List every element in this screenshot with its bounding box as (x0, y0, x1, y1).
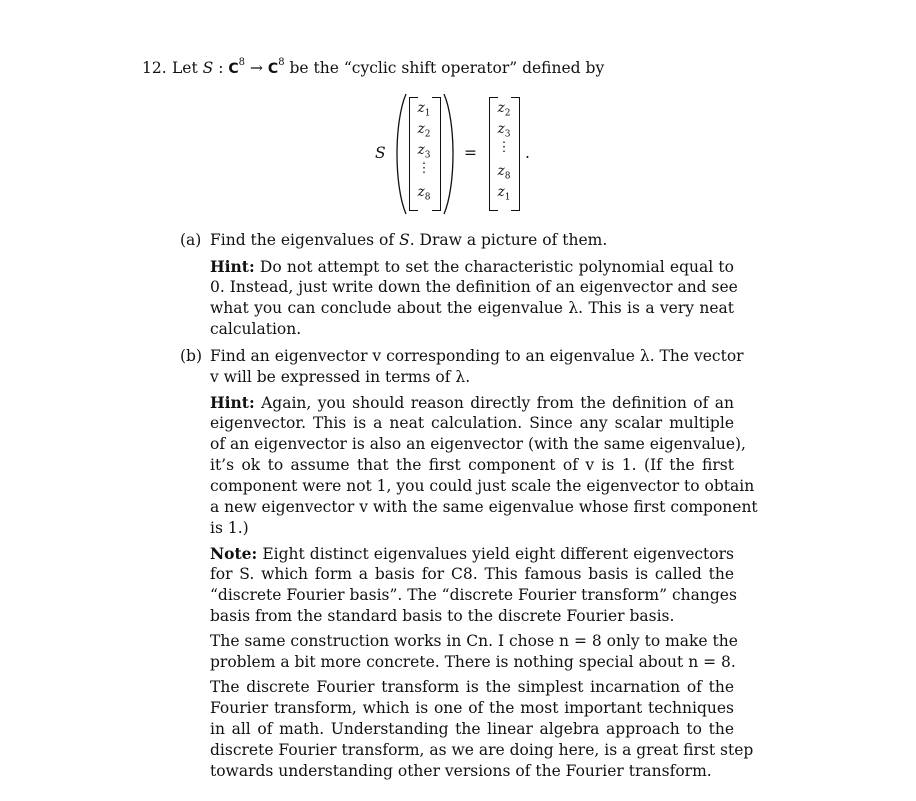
part-a-hint-line: 0. Instead, just write down the definition of an eigenvector and see (210, 278, 738, 296)
output-vector-entry: ⋮ (497, 140, 511, 155)
part-b-hint-label: Hint: (210, 393, 255, 412)
part-b-label: (b) (180, 347, 203, 365)
part-b-para3-line: discrete Fourier transform, as we are doing here, is a great first step (210, 741, 754, 759)
part-b-note-label: Note: (210, 544, 258, 563)
part-b-hint-line: component were not 1, you could just scale the eigenvector to obtain (210, 477, 755, 495)
part-a-hint-line: calculation. (210, 320, 302, 338)
part-b-para3-line: towards understanding other versions of the Fourier transform. (210, 762, 712, 780)
part-a-question-var: S (399, 231, 410, 249)
part-b-hint-line: Again, you should reason directly from the definition of an (261, 394, 734, 412)
dimension: 8 (238, 56, 246, 68)
complex-field-codomain: C (267, 61, 279, 77)
problem-intro (172, 58, 604, 80)
output-vector-entry-index: 1 (504, 192, 511, 203)
part-b-hint-line: it’s ok to assume that the first component of v is 1. (If the first (210, 456, 734, 474)
input-vector-entry: ⋮ (417, 161, 431, 176)
input-vector-entry-symbol: z (417, 184, 425, 200)
part-a-hint-line: Do not attempt to set the characteristic polynomial equal to (259, 258, 734, 276)
equation-operator: S (375, 144, 386, 162)
output-vector-entry-index: 2 (504, 108, 511, 119)
intro-post: be the “cyclic shift operator” defined by (289, 59, 605, 77)
problem-number: 12. (142, 59, 167, 77)
input-vector-entry-index: 8 (424, 192, 431, 203)
part-b-note-line: for S. which form a basis for C8. This famous basis is called the (210, 565, 734, 583)
input-vector-entry-symbol: z (417, 100, 425, 116)
part-b-hint-line: of an eigenvector is also an eigenvector (with the same eigenvalue), (210, 435, 746, 453)
equation-period: . (525, 144, 530, 162)
input-vector-entry-index: 2 (424, 129, 431, 140)
output-vector-entry-symbol: z (497, 121, 505, 137)
part-b-hint-line: is 1.) (210, 519, 249, 537)
output-vector-entry-symbol: z (497, 184, 505, 200)
part-b-note-line: basis from the standard basis to the discrete Fourier basis. (210, 607, 675, 625)
output-bracket-right (511, 97, 520, 211)
output-vector-entry-symbol: z (497, 163, 505, 179)
part-b-para2-line: problem a bit more concrete. There is nothing special about n = 8. (210, 653, 736, 671)
part-a-hint-line: what you can conclude about the eigenvalue λ. This is a very neat (210, 299, 734, 317)
part-b-para3-line: The discrete Fourier transform is the simplest incarnation of the (210, 678, 734, 696)
input-vector-entry-index: 1 (424, 108, 431, 119)
input-vector-entry-index: 3 (424, 150, 431, 161)
input-vector-entry-symbol: z (417, 121, 425, 137)
part-b-hint-line: a new eigenvector v with the same eigenvalue whose first component (210, 498, 758, 516)
part-b-para3-line: in all of math. Understanding the linear algebra approach to the (210, 720, 734, 738)
intro-pre: Let (172, 59, 198, 77)
output-vector-entry-index: 8 (504, 171, 511, 182)
output-vector-entry-index: 3 (504, 129, 511, 140)
part-b-question-line: Find an eigenvector v corresponding to an eigenvalue λ. The vector (210, 347, 744, 365)
dimension-codomain: 8 (278, 56, 285, 68)
shift-equation (370, 92, 570, 216)
part-a-question-post: . Draw a picture of them. (409, 231, 608, 249)
part-b-note-line: Eight distinct eigenvalues yield eight different eigenvectors (262, 545, 734, 563)
part-b-question-line: v will be expressed in terms of λ. (210, 368, 471, 386)
part-b-para3-line: Fourier transform, which is one of the most important techniques (210, 699, 734, 717)
equals-sign: = (464, 144, 477, 162)
arrow: → (249, 59, 263, 77)
colon: : (218, 59, 224, 77)
part-b-hint-line: eigenvector. This is a neat calculation. Since any scalar multiple (210, 414, 734, 432)
left-paren (390, 92, 410, 216)
part-a-hint-label: Hint: (210, 257, 255, 276)
part-b-note-line: “discrete Fourier basis”. The “discrete Fourier transform” changes (210, 586, 737, 604)
operator-symbol: S (202, 59, 214, 77)
part-a-question-pre: Find the eigenvalues of (210, 231, 395, 249)
part-b-para2-line: The same construction works in Cn. I chose n = 8 only to make the (210, 632, 738, 650)
part-a-label: (a) (180, 231, 202, 249)
output-vector-entry-symbol: z (497, 100, 505, 116)
part-a-question (210, 230, 607, 251)
complex-field: C (228, 61, 239, 77)
right-paren (440, 92, 460, 216)
input-vector-entry-symbol: z (417, 142, 425, 158)
